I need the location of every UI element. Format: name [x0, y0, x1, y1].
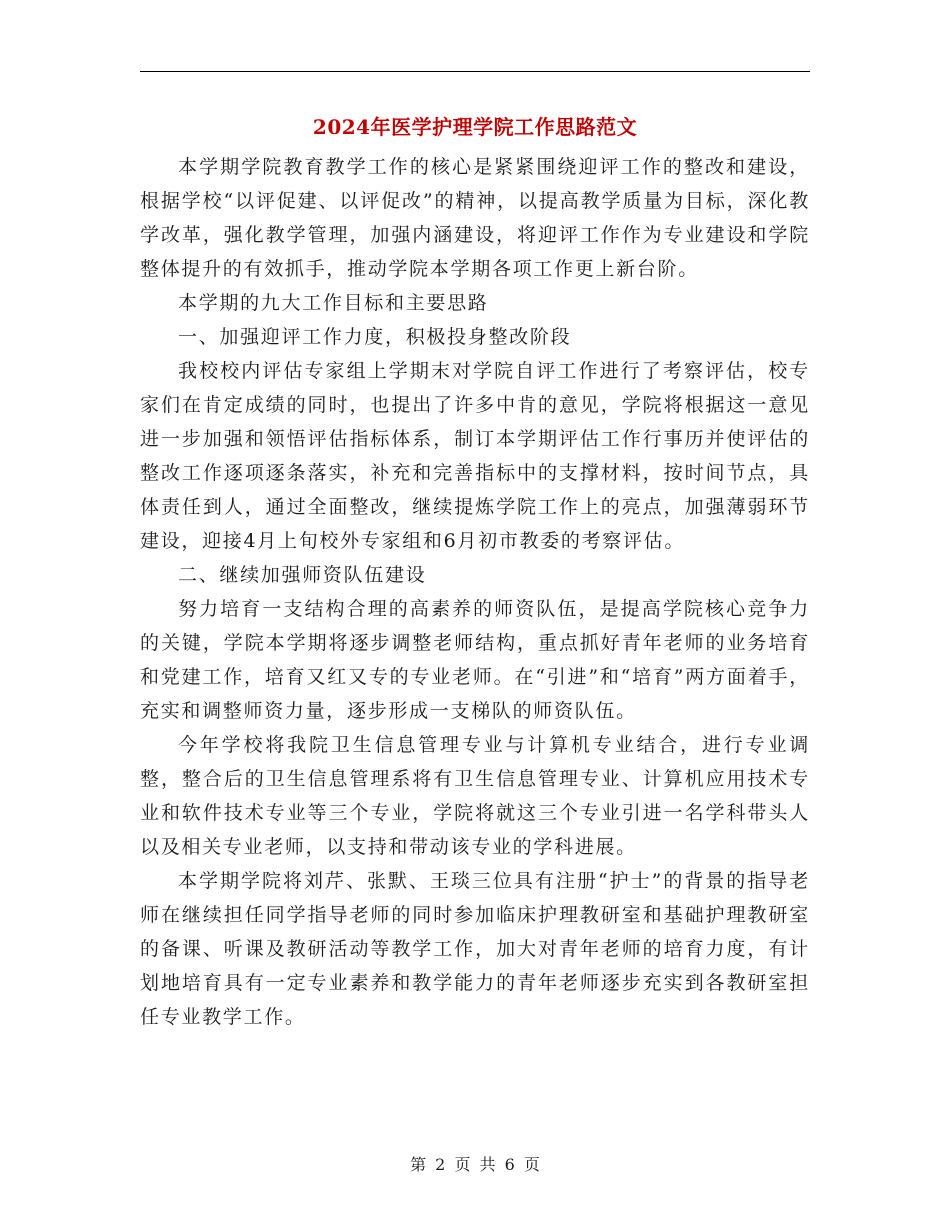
- paragraph-heading-two: 二、继续加强师资队伍建设: [178, 564, 427, 586]
- paragraph-faculty: 努力培育一支结构合理的高素养的师资队伍，是提高学院核心竞争力的关键，学院本学期将逐步调整老师结构，重点抓好青年老师的业务培育和党建工作，培育又红又专的专业老师。在“引进”和“培育”两方面着手，充实和调整师资力量，逐步形成一支梯队的师资队伍。: [140, 598, 810, 722]
- paragraph-section-heading: 本学期的九大工作目标和主要思路: [178, 292, 489, 314]
- paragraph-instructors: 本学期学院将刘芹、张默、王琰三位具有注册“护士”的背景的指导老师在继续担任同学指导老师的同时参加临床护理教研室和基础护理教研室的备课、听课及教研活动等教学工作，加大对青年老师的培育力度，有计划地培育具有一定专业素养和教学能力的青年老师逐步充实到各教研室担任专业教学工作。: [140, 870, 810, 1028]
- paragraph-intro: 本学期学院教育教学工作的核心是紧紧围绕迎评工作的整改和建设，根据学校“以评促建、以评促改”的精神，以提高教学质量为目标，深化教学改革，强化教学管理，加强内涵建设，将迎评工作作为专业建设和学院整体提升的有效抓手，推动学院本学期各项工作更上新台阶。: [140, 156, 810, 280]
- paragraph-heading-one: 一、加强迎评工作力度，积极投身整改阶段: [178, 326, 572, 348]
- document-body: [140, 150, 810, 1034]
- page-footer: 第 2 页 共 6 页: [410, 1155, 540, 1174]
- document-title: 2024年医学护理学院工作思路范文: [312, 115, 638, 139]
- header-rule: [140, 71, 810, 72]
- paragraph-evaluation: 我校校内评估专家组上学期末对学院自评工作进行了考察评估，校专家们在肯定成绩的同时，也提出了许多中肯的意见，学院将根据这一意见进一步加强和领悟评估指标体系，制订本学期评估工作行事历并使评估的整改工作逐项逐条落实，补充和完善指标中的支撑材料，按时间节点，具体责任到人，通过全面整改，继续提炼学院工作上的亮点，加强薄弱环节建设，迎接4月上旬校外专家组和6月初市教委的考察评估。: [140, 360, 810, 552]
- paragraph-majors: 今年学校将我院卫生信息管理专业与计算机专业结合，进行专业调整，整合后的卫生信息管理系将有卫生信息管理专业、计算机应用技术专业和软件技术专业等三个专业，学院将就这三个专业引进一名学科带头人以及相关专业老师，以支持和带动该专业的学科进展。: [140, 734, 810, 858]
